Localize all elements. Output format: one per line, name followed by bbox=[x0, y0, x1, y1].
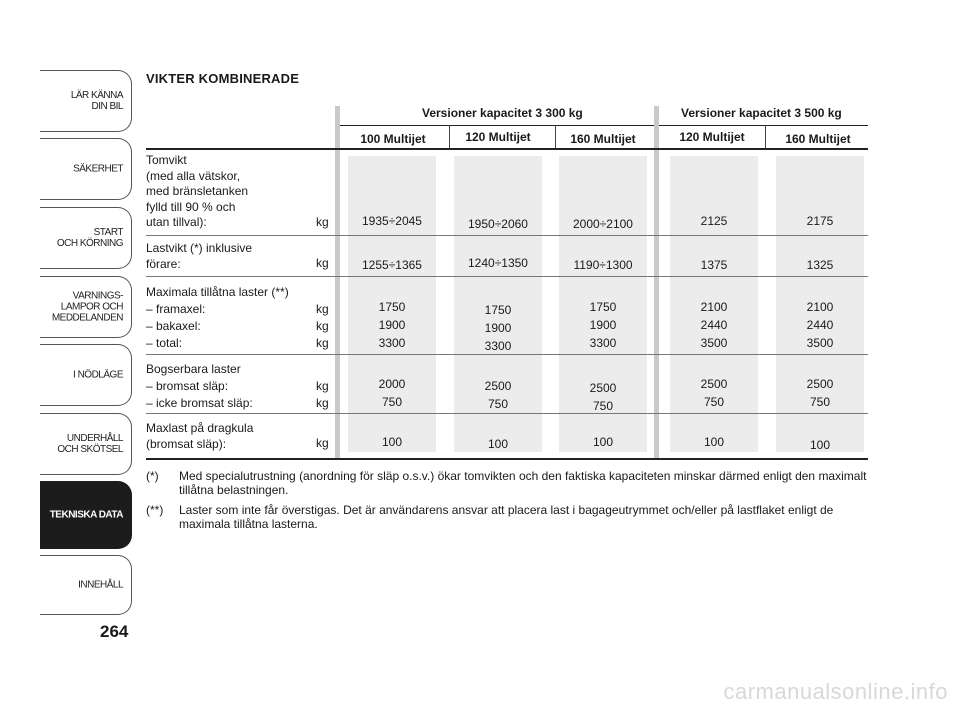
row-label-maximala-laster: Maximala tillåtna laster (**) – framaxel: – bakaxel: – total: bbox=[146, 285, 289, 350]
row-label-lastvikt: Lastvikt (*) inklusive förare: bbox=[146, 241, 253, 271]
footnote bbox=[146, 503, 869, 533]
column-separator bbox=[654, 106, 659, 458]
row-separator bbox=[146, 413, 868, 414]
cell-value: 100 bbox=[703, 435, 725, 449]
cell-value: 1750 1900 3300 bbox=[484, 303, 512, 353]
tab-label: START OCH KÖRNING bbox=[56, 227, 123, 249]
tab-label: LÄR KÄNNA DIN BIL bbox=[70, 90, 123, 112]
footnote bbox=[146, 469, 869, 499]
cell-value: 1190÷1300 bbox=[573, 258, 633, 272]
cell-value: 100 bbox=[592, 435, 614, 449]
table-bottom-rule bbox=[146, 458, 868, 460]
tab-tekniska-data[interactable] bbox=[40, 481, 132, 549]
row-units: kg bbox=[316, 215, 329, 229]
page-number: 264 bbox=[100, 622, 129, 641]
cell-value: 2000 750 bbox=[378, 377, 406, 409]
table-top-rule bbox=[146, 148, 868, 150]
cell-value: 2500 750 bbox=[700, 377, 728, 409]
tab-innehall[interactable] bbox=[40, 555, 132, 615]
cell-value: 2500 750 bbox=[589, 381, 617, 413]
cell-value: 2125 bbox=[700, 214, 728, 228]
group-header-3300: Versioner kapacitet 3 300 kg bbox=[422, 106, 583, 120]
cell-value: 1375 bbox=[700, 258, 728, 272]
column-divider bbox=[449, 125, 450, 149]
row-label-bogserbara-laster: Bogserbara laster – bromsat släp: – icke bromsat släp: bbox=[146, 362, 253, 410]
cell-value: 100 bbox=[381, 435, 403, 449]
cell-value: 2500 750 bbox=[806, 377, 834, 409]
cell-value: 100 bbox=[809, 438, 831, 452]
row-units: kg kg kg bbox=[316, 302, 329, 350]
cell-value: 1750 1900 3300 bbox=[378, 300, 406, 350]
cell-value: 2500 750 bbox=[484, 379, 512, 411]
tab-sakerhet[interactable] bbox=[40, 138, 132, 200]
row-units: kg kg bbox=[316, 379, 329, 410]
column-header: 160 Multijet bbox=[570, 132, 636, 146]
footnote-text: Laster som inte får överstigas. Det är användarens ansvar att placera last i bagageutrymmet och/eller på lastflaket enligt de maximala tillåtna lasterna. bbox=[179, 503, 834, 531]
cell-value: 100 bbox=[487, 437, 509, 451]
tab-label: TEKNISKA DATA bbox=[49, 509, 123, 521]
tab-start-och-korning[interactable] bbox=[40, 207, 132, 269]
column-header: 100 Multijet bbox=[360, 132, 426, 146]
footnote-text: Med specialutrustning (anordning för släp o.s.v.) ökar tomvikten och den faktiska kapaciteten minskar därmed enligt den maximalt tillåtna belastningen. bbox=[179, 469, 867, 497]
cell-value: 2000÷2100 bbox=[573, 217, 633, 231]
cell-value: 1240÷1350 bbox=[468, 256, 528, 270]
row-separator bbox=[146, 276, 868, 277]
cell-value: 1950÷2060 bbox=[468, 217, 528, 231]
tab-label: UNDERHÅLL OCH SKÖTSEL bbox=[57, 433, 123, 455]
column-header: 120 Multijet bbox=[465, 130, 531, 144]
tab-label: INNEHÅLL bbox=[78, 579, 123, 591]
column-separator bbox=[335, 106, 340, 458]
column-header: 120 Multijet bbox=[679, 130, 745, 144]
cell-value: 2175 bbox=[806, 214, 834, 228]
tab-lar-kanna-din-bil[interactable] bbox=[40, 70, 132, 132]
group-underline bbox=[340, 125, 654, 126]
row-separator bbox=[146, 235, 868, 236]
column-header: 160 Multijet bbox=[785, 132, 851, 146]
row-units: kg bbox=[316, 256, 329, 270]
row-label-tomvikt: Tomvikt (med alla vätskor, med bränsletanken fylld till 90 % och utan tillval): bbox=[146, 153, 249, 229]
column-divider bbox=[765, 125, 766, 149]
row-units: kg bbox=[316, 436, 329, 450]
tab-label: I NÖDLÄGE bbox=[73, 369, 123, 381]
row-label-maxlast-dragkula: Maxlast på dragkula (bromsat släp): bbox=[146, 421, 254, 451]
group-underline bbox=[659, 125, 868, 126]
cell-value: 2100 2440 3500 bbox=[700, 300, 728, 350]
cell-value: 1750 1900 3300 bbox=[589, 300, 617, 350]
tab-i-nodlage[interactable] bbox=[40, 344, 132, 406]
footnote-mark: (**) bbox=[146, 503, 164, 517]
tab-varningslampor[interactable] bbox=[40, 276, 132, 338]
footnote-mark: (*) bbox=[146, 469, 159, 483]
tab-underhall-och-skotsel[interactable] bbox=[40, 413, 132, 475]
page-title: VIKTER KOMBINERADE bbox=[146, 71, 300, 86]
cell-value: 1935÷2045 bbox=[362, 214, 422, 228]
tab-label: SÄKERHET bbox=[73, 163, 123, 175]
group-header-3500: Versioner kapacitet 3 500 kg bbox=[681, 106, 842, 120]
tab-label: VARNINGS- LAMPOR OCH MEDDELANDEN bbox=[51, 290, 123, 324]
column-divider bbox=[555, 125, 556, 149]
cell-value: 1255÷1365 bbox=[362, 258, 422, 272]
cell-value: 2100 2440 3500 bbox=[806, 300, 834, 350]
watermark: carmanualsonline.info bbox=[723, 679, 948, 704]
cell-value: 1325 bbox=[806, 258, 834, 272]
